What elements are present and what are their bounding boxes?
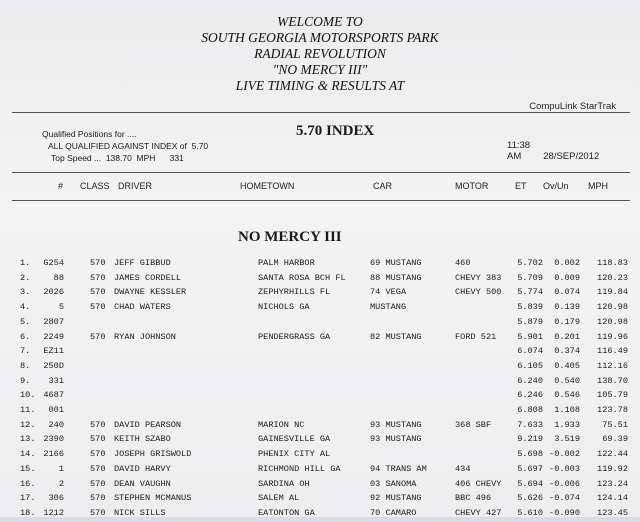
row-motor: FORD 521 [455,331,497,342]
table-row [0,434,640,448]
time: 11:38 AM [507,140,531,162]
row-mph: 123.45 [597,507,628,518]
row-ovun: 0.074 [554,287,580,298]
row-ovun: -0.003 [549,463,580,474]
row-car-number: 2026 [43,287,64,298]
col-car: CAR [373,181,393,191]
row-ovun: 0.540 [554,375,580,386]
row-ovun: 0.009 [554,272,580,283]
table-row [0,420,640,434]
table-row [0,332,640,346]
row-driver: STEPHEN MCMANUS [114,493,192,504]
row-hometown: RICHMOND HILL GA [258,463,341,474]
welcome-line: WELCOME TO [277,14,363,29]
table-row [0,346,640,360]
row-ovun: 0.201 [554,331,580,342]
row-motor: 434 [455,463,471,474]
row-et: 5.709 [517,272,543,283]
table-row [0,405,640,419]
row-mph: 120.23 [597,272,628,283]
table-row [0,302,640,316]
row-car-number: 5 [58,302,64,313]
row-car-number: G254 [43,258,64,268]
row-ovun: -0.006 [549,478,580,489]
divider [12,172,630,173]
row-class: 570 [90,507,106,518]
row-position: 10. [20,390,36,401]
row-ovun: 0.546 [554,390,580,401]
row-driver: DAVID PEARSON [114,419,182,430]
row-position: 8. [20,360,31,371]
row-position: 16. [20,478,36,489]
row-car-number: 240 [48,419,64,430]
row-et: 6.808 [517,405,543,415]
row-motor: CHEVY 427 [455,507,502,518]
row-hometown: NICHOLS GA [258,302,310,313]
row-et: 6.246 [517,390,543,401]
row-class: 570 [90,331,106,342]
row-ovun: 3.519 [554,434,580,445]
row-et: 5.626 [517,493,543,504]
row-et: 6.074 [517,346,543,357]
row-ovun: -0.090 [549,507,580,518]
row-class: 570 [90,449,106,460]
row-car-number: 2390 [43,434,64,445]
col-et: ET [515,181,527,191]
row-position: 7. [20,346,31,357]
table-row [0,287,640,301]
row-hometown: GAINESVILLE GA [258,434,331,445]
row-class: 570 [90,287,106,298]
table-row [0,317,640,331]
row-ovun: 0.374 [554,346,580,357]
row-hometown: MARION NC [258,419,305,430]
row-position: 3. [20,287,31,298]
row-position: 2. [20,272,31,283]
row-motor: CHEVY 500 [455,287,502,298]
col-class: CLASS [80,181,110,191]
row-driver: JAMES CORDELL [114,272,182,283]
row-car-number: 4687 [43,390,64,401]
table-row [0,390,640,404]
row-hometown: SARDINA OH [258,478,310,489]
row-class: 570 [90,493,106,504]
row-et: 5.697 [517,463,543,474]
row-class: 570 [90,258,106,268]
row-et: 6.105 [517,360,543,371]
table-row [0,273,640,287]
row-motor: BBC 496 [455,493,492,504]
divider [12,200,630,201]
row-ovun: -0.074 [549,493,580,504]
row-car: 70 CAMARO [370,507,417,518]
row-mph: 119.84 [597,287,628,298]
row-car-number: 250D [43,360,64,371]
row-car: 92 MUSTANG [370,493,422,504]
row-et: 9.219 [517,434,543,445]
row-position: 12. [20,419,36,430]
row-car: 74 VEGA [370,287,407,298]
index-title: 5.70 INDEX [296,123,375,139]
row-position: 13. [20,434,36,445]
welcome-header [0,14,640,94]
row-motor: CHEVY 383 [455,272,502,283]
row-mph: 120.98 [597,316,628,327]
divider [12,112,630,113]
row-hometown: SALEM AL [258,493,300,504]
col-motor: MOTOR [455,181,489,191]
row-ovun: 0.002 [554,258,580,268]
row-driver: DWAYNE KESSLER [114,287,187,298]
row-driver: KEITH SZABO [114,434,171,445]
row-position: 9. [20,375,31,386]
row-motor: 460 [455,258,471,268]
row-ovun: 0.139 [554,302,580,313]
row-car-number: 2166 [43,449,64,460]
table-row [0,449,640,463]
row-mph: 123.78 [597,405,628,415]
row-hometown: EATONTON GA [258,507,315,518]
table-row [0,464,640,478]
row-car-number: 331 [48,375,64,386]
row-car: MUSTANG [370,302,407,313]
row-mph: 138.70 [597,375,628,386]
row-car-number: EZ11 [43,346,64,357]
section-title: NO MERCY III [238,229,342,245]
row-hometown: SANTA ROSA BCH FL [258,272,346,283]
row-et: 5.610 [517,507,543,518]
row-driver: RYAN JOHNSON [114,331,176,342]
welcome-line: RADIAL REVOLUTION [254,46,386,61]
col-driver: DRIVER [118,181,153,191]
compulink-label: CompuLink StarTrak [529,101,616,112]
row-position: 4. [20,302,31,313]
row-mph: 112.16 [597,360,628,371]
qualified-info [42,128,208,164]
date: 28/SEP/2012 [543,151,600,162]
row-mph: 116.49 [597,346,628,357]
row-mph: 75.51 [602,419,628,430]
timestamp [507,140,640,162]
row-hometown: PENDERGRASS GA [258,331,331,342]
welcome-line: LIVE TIMING & RESULTS AT [235,78,405,93]
row-position: 18. [20,507,36,518]
row-motor: 406 CHEVY [455,478,502,489]
row-mph: 122.44 [597,449,628,460]
row-et: 5.901 [517,331,543,342]
table-row [0,258,640,272]
row-mph: 119.92 [597,463,628,474]
row-mph: 118.83 [597,258,628,268]
row-car-number: 2249 [43,331,64,342]
row-et: 5.694 [517,478,543,489]
row-et: 5.774 [517,287,543,298]
row-position: 17. [20,493,36,504]
table-row [0,479,640,493]
row-class: 570 [90,272,106,283]
row-ovun: 1.933 [554,419,580,430]
row-class: 570 [90,478,106,489]
row-driver: DEAN VAUGHN [114,478,171,489]
row-ovun: 0.179 [554,316,580,327]
row-class: 570 [90,419,106,430]
col-hometown: HOMETOWN [240,181,295,191]
row-position: 14. [20,449,36,460]
table-row [0,493,640,507]
row-car-number: 1 [58,463,64,474]
qualified-label: Qualified Positions for .... [42,129,137,139]
row-et: 5.698 [517,449,543,460]
row-class: 570 [90,463,106,474]
row-et: 7.633 [517,419,543,430]
row-driver: NICK SILLS [114,507,166,518]
row-position: 6. [20,331,31,342]
row-car: 94 TRANS AM [370,463,427,474]
row-driver: CHAD WATERS [114,302,171,313]
table-row [0,361,640,375]
row-position: 15. [20,463,36,474]
col-ovun: Ov/Un [543,181,569,191]
row-car: 88 MUSTANG [370,272,422,283]
row-car: 69 MUSTANG [370,258,422,268]
row-car-number: 306 [48,493,64,504]
row-ovun: 0.405 [554,360,580,371]
row-car-number: 88 [53,272,64,283]
row-et: 5.702 [517,258,543,268]
col-mph: MPH [588,181,608,191]
row-car-number: 001 [48,405,64,415]
row-mph: 123.24 [597,478,628,489]
row-position: 11. [20,405,36,415]
col-num: # [58,181,64,191]
row-class: 570 [90,302,106,313]
row-et: 5.879 [517,316,543,327]
row-position: 1. [20,258,31,268]
row-ovun: -0.002 [549,449,580,460]
table-row [0,376,640,390]
row-et: 5.839 [517,302,543,313]
table-row [0,508,640,522]
row-car-number: 2807 [43,316,64,327]
row-car: 82 MUSTANG [370,331,422,342]
qualified-index: ALL QUALIFIED AGAINST INDEX of 5.70 [48,141,209,151]
row-mph: 105.79 [597,390,628,401]
row-car: 03 SANOMA [370,478,417,489]
row-car-number: 2 [58,478,64,489]
welcome-line: SOUTH GEORGIA MOTORSPORTS PARK [201,30,439,45]
row-motor: 368 SBF [455,419,492,430]
row-ovun: 1.108 [554,405,580,415]
row-car: 93 MUSTANG [370,434,422,445]
row-driver: JEFF GIBBUD [114,258,171,268]
row-mph: 124.14 [597,493,628,504]
welcome-line: "NO MERCY III" [272,62,368,77]
row-hometown: PALM HARBOR [258,258,315,268]
top-speed: Top Speed ... 138.70 MPH 331 [51,153,184,163]
row-mph: 120.98 [597,302,628,313]
row-mph: 119.96 [597,331,628,342]
row-hometown: PHENIX CITY AL [258,449,331,460]
row-car: 93 MUSTANG [370,419,422,430]
row-hometown: ZEPHYRHILLS FL [258,287,331,298]
row-position: 5. [20,316,31,327]
row-et: 6.240 [517,375,543,386]
row-driver: DAVID HARVY [114,463,171,474]
row-car-number: 1212 [43,507,64,518]
row-mph: 69.39 [602,434,628,445]
row-class: 570 [90,434,106,445]
row-driver: JOSEPH GRISWOLD [114,449,192,460]
